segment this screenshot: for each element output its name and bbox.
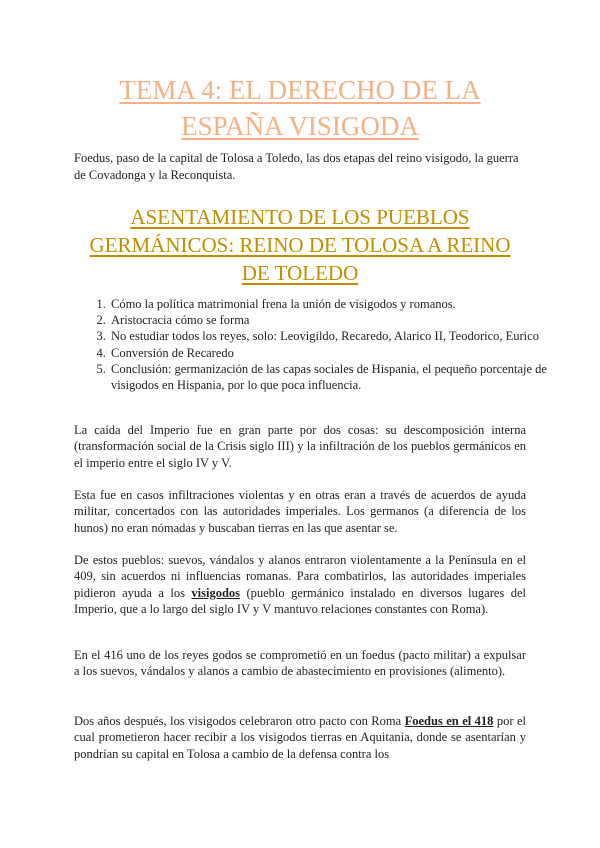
page-title-line-2: ESPAÑA VISIGODA: [181, 111, 419, 141]
list-item: 1. Cómo la política matrimonial frena la unión de visigodos y romanos.: [109, 296, 561, 312]
visigodos-term: visigodos: [191, 585, 241, 600]
section-heading-line-2: GERMÁNICOS: REINO DE TOLOSA A REINO: [89, 233, 511, 257]
paragraph-pueblos: [74, 552, 526, 618]
list-item: 5. Conclusión: germanización de las capas sociales de Hispania, el pequeño porcentaje de visigodos en Hispania, por lo que poca influencia.: [109, 361, 561, 393]
intro-text: Foedus, paso de la capital de Tolosa a Toledo, las dos etapas del reino visigodo, la guerra de Covadonga y la Reconquista.: [74, 151, 519, 182]
foedus-418-term: Foedus en el 418: [404, 714, 494, 728]
paragraph-imperio: La caída del Imperio fue en gran parte por dos cosas: su descomposición interna (transformación social de la Crisis siglo III) y la infiltración de los pueblos germánicos en el imperio entre el siglo IV y V.: [74, 423, 526, 470]
paragraph-pueblos-text-1: De estos pueblos: suevos, vándalos y alanos entraron violentamente a la Península en el 409, sin acuerdos ni influencias romanas. Para combatirlos, las autoridades imperiales pidieron ayuda a los: [74, 553, 526, 600]
paragraph-infiltraciones: Esta fue en casos infiltraciones violentas y en otras eran a través de acuerdos de ayuda militar, concertados con las autoridades imperiales. Los germanos (a diferencia de los hunos) no eran nómadas y buscaban tierras en las que asentar se.: [74, 488, 526, 535]
section-heading-line-1: ASENTAMIENTO DE LOS PUEBLOS: [130, 205, 470, 229]
paragraph-foedus-418-text-2: por el cual prometieron hacer recibir a los visigodos tierras en Aquitania, donde se asentarían y pondrían su capital en Tolosa a cambio de la defensa contra los: [74, 714, 526, 761]
list-item: 3. No estudiar todos los reyes, solo: Leovigildo, Recaredo, Alarico II, Teodorico, Eurico: [109, 328, 561, 344]
page-title-line-1: TEMA 4: EL DERECHO DE LA: [119, 75, 481, 105]
list-item: 2. Aristocracia cómo se forma: [109, 312, 561, 328]
paragraph-foedus-418: [74, 713, 526, 762]
paragraph-pueblos-text-2: (pueblo germánico instalado en diversos lugares del Imperio, que a lo largo del siglo IV y V mantuvo relaciones constantes con Roma).: [74, 585, 526, 617]
paragraph-foedus-418-text-1: Dos años después, los visigodos celebraron otro pacto con Roma: [74, 714, 405, 728]
paragraph-foedus-416: En el 416 uno de los reyes godos se comprometió en un foedus (pacto militar) a expulsar a los suevos, vándalos y alanos a cambio de abastecimiento en provisiones (alimento).: [74, 648, 526, 679]
topics-list: [74, 296, 561, 393]
section-heading-line-3: DE TOLEDO: [241, 261, 359, 285]
section-heading: [70, 203, 530, 287]
list-item: 4. Conversión de Recaredo: [109, 345, 561, 361]
page-title: [60, 72, 540, 144]
